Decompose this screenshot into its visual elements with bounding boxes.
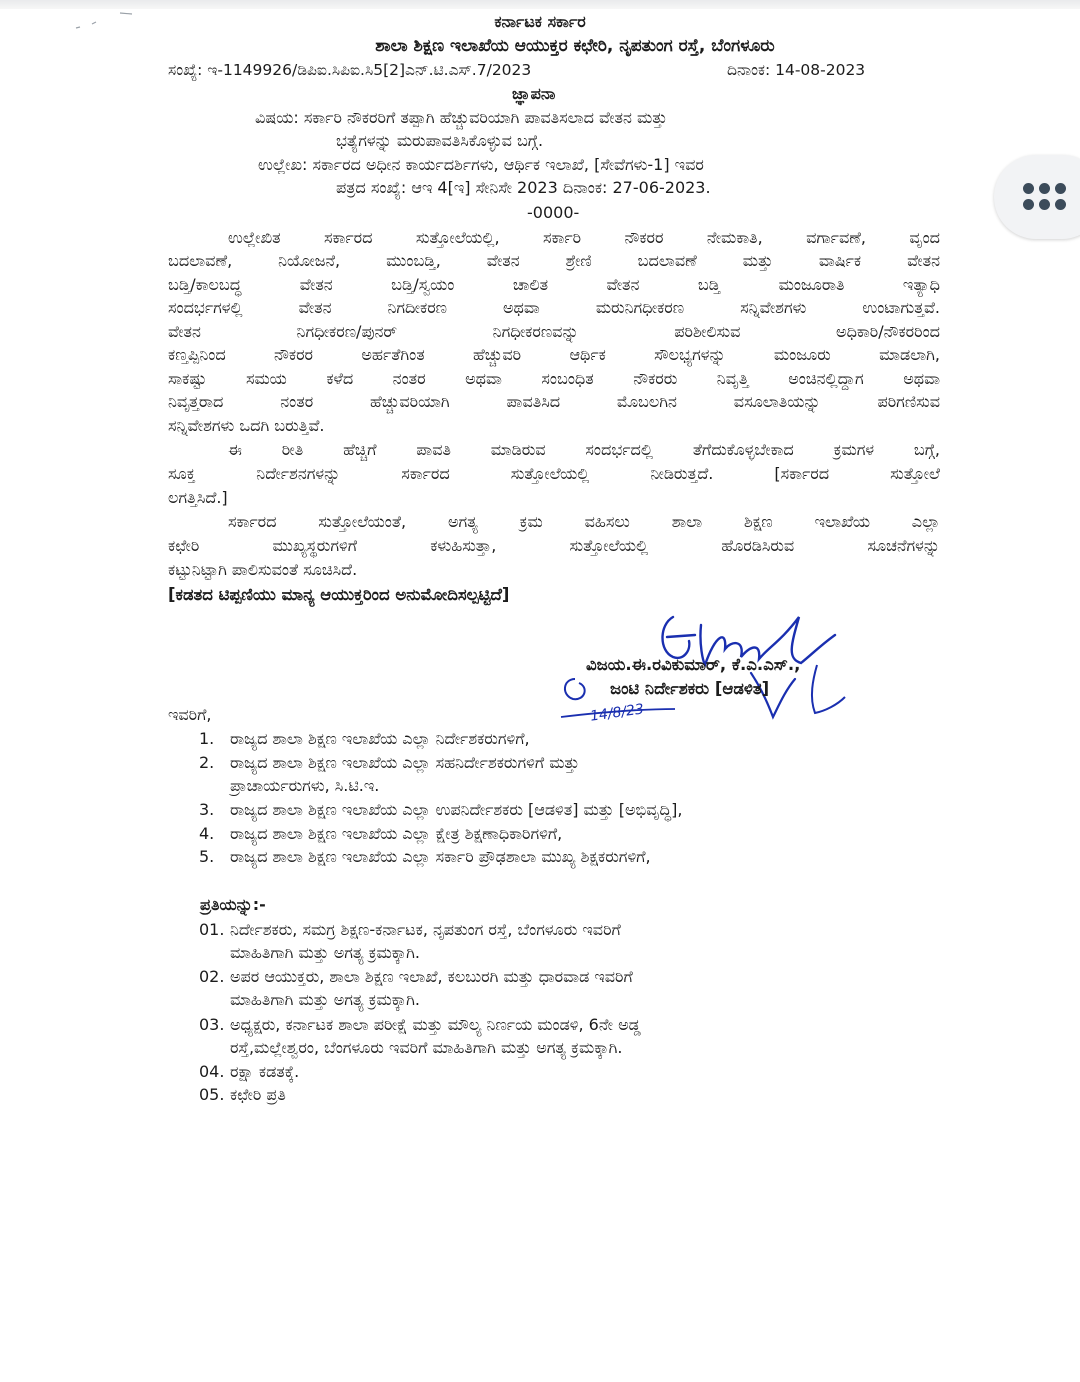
para1-line: ಸಾಕಷ್ಟು ಸಮಯ ಕಳೆದ ನಂತರ ಅಥವಾ ಸಂಬಂಧಿತ ನೌಕರರು ನಿವೃತ್ತಿ ಅಂಚಿನಲ್ಲಿದ್ದಾಗ ಅಥವಾ bbox=[168, 369, 940, 388]
reference-line-1: ಉಲ್ಲೇಖ: ಸರ್ಕಾರದ ಅಧೀನ ಕಾರ್ಯದರ್ಶಿಗಳು, ಆರ್ಥಿಕ ಇಲಾಖೆ, [ಸೇವೆಗಳು-1] ಇವರ bbox=[258, 155, 704, 174]
recipient-text: ರಾಜ್ಯದ ಶಾಲಾ ಶಿಕ್ಷಣ ಇಲಾಖೆಯ ಎಲ್ಲಾ ಕ್ಷೇತ್ರ ಶಿಕ್ಷಣಾಧಿಕಾರಿಗಳಿಗೆ, bbox=[230, 824, 563, 843]
copy-number: 05. bbox=[199, 1085, 225, 1104]
para2-line: ಸೂಕ್ತ ನಿರ್ದೇಶನಗಳನ್ನು ಸರ್ಕಾರದ ಸುತ್ತೋಲೆಯಲ್ಲಿ ನೀಡಿರುತ್ತದೆ. [ಸರ್ಕಾರದ ಸುತ್ತೋಲೆ bbox=[168, 464, 940, 483]
para3-line: ಕಛೇರಿ ಮುಖ್ಯಸ್ಥರುಗಳಿಗೆ ಕಳುಹಿಸುತ್ತಾ, ಸುತ್ತೋಲೆಯಲ್ಲಿ ಹೊರಡಿಸಿರುವ ಸೂಚನೆಗಳನ್ನು bbox=[168, 536, 940, 555]
copy-number: 03. bbox=[199, 1015, 225, 1034]
reference-line-2: ಪತ್ರದ ಸಂಖ್ಯೆ: ಆಇ 4[ಇ] ಸೇನಿಸೇ 2023 ದಿನಾಂಕ: 27-06-2023. bbox=[336, 178, 711, 197]
para3-line: ಕಟ್ಟುನಿಟ್ಟಾಗಿ ಪಾಲಿಸುವಂತೆ ಸೂಚಿಸಿದೆ. bbox=[168, 560, 358, 579]
copy-text: ಅಧ್ಯಕ್ಷರು, ಕರ್ನಾಟಕ ಶಾಲಾ ಪರೀಕ್ಷೆ ಮತ್ತು ಮೌಲ್ಯ ನಿರ್ಣಯ ಮಂಡಳಿ, 6ನೇ ಅಡ್ಡ bbox=[230, 1015, 641, 1034]
recipient-text: ರಾಜ್ಯದ ಶಾಲಾ ಶಿಕ್ಷಣ ಇಲಾಖೆಯ ಎಲ್ಲಾ ಸಹನಿರ್ದೇಶಕರುಗಳಿಗೆ ಮತ್ತು bbox=[230, 753, 580, 772]
recipient-text: ರಾಜ್ಯದ ಶಾಲಾ ಶಿಕ್ಷಣ ಇಲಾಖೆಯ ಎಲ್ಲಾ ಉಪನಿರ್ದೇಶಕರು [ಆಡಳಿತ] ಮತ್ತು [ಅಭಿವೃದ್ಧಿ], bbox=[230, 800, 683, 819]
reference-number: ಸಂಖ್ಯೆ: ಇ-1149926/ಡಿಪಿಐ.ಸಿಪಿಐ.ಸಿ5[2]ಎನ್.ಟಿ.ಎಸ್.7/2023 bbox=[168, 61, 532, 79]
para1-line: ನಿವೃತ್ತರಾದ ನಂತರ ಹೆಚ್ಚುವರಿಯಾಗಿ ಪಾವತಿಸಿದ ಮೊಬಲಗಿನ ವಸೂಲಾತಿಯನ್ನು ಪರಿಗಣಿಸುವ bbox=[168, 392, 940, 411]
recipient-text: ರಾಜ್ಯದ ಶಾಲಾ ಶಿಕ್ಷಣ ಇಲಾಖೆಯ ಎಲ್ಲಾ ಸರ್ಕಾರಿ ಪ್ರೌಢಶಾಲಾ ಮುಖ್ಯ ಶಿಕ್ಷಕರುಗಳಿಗೆ, bbox=[230, 847, 651, 866]
separator: -0000- bbox=[527, 203, 580, 222]
recipient-text: ರಾಜ್ಯದ ಶಾಲಾ ಶಿಕ್ಷಣ ಇಲಾಖೆಯ ಎಲ್ಲಾ ನಿರ್ದೇಶಕರುಗಳಿಗೆ, bbox=[230, 729, 530, 748]
memo-date: ದಿನಾಂಕ: 14-08-2023 bbox=[727, 61, 866, 79]
government-name: ಕರ್ನಾಟಕ ಸರ್ಕಾರ bbox=[494, 12, 586, 31]
para1-line: ಕಣ್ತಪ್ಪಿನಿಂದ ನೌಕರರ ಅರ್ಹತೆಗಿಂತ ಹೆಚ್ಚುವರಿ ಆರ್ಥಿಕ ಸೌಲಭ್ಯಗಳನ್ನು ಮಂಜೂರು ಮಾಡಲಾಗಿ, bbox=[168, 345, 940, 364]
copy-text: ಮಾಹಿತಿಗಾಗಿ ಮತ್ತು ಅಗತ್ಯ ಕ್ರಮಕ್ಕಾಗಿ. bbox=[230, 943, 420, 962]
recipient-number: 5. bbox=[199, 847, 215, 866]
handwritten-date: 14/8/23 bbox=[589, 701, 645, 725]
subject-line-1: ವಿಷಯ: ಸರ್ಕಾರಿ ನೌಕರರಿಗೆ ತಪ್ಪಾಗಿ ಹೆಚ್ಚುವರಿಯಾಗಿ ಪಾವತಿಸಲಾದ ವೇತನ ಮತ್ತು bbox=[255, 108, 668, 127]
copy-number: 01. bbox=[199, 920, 225, 939]
copy-text: ರಸ್ತೆ,ಮಲ್ಲೇಶ್ವರಂ, ಬೆಂಗಳೂರು ಇವರಿಗೆ ಮಾಹಿತಿಗಾಗಿ ಮತ್ತು ಅಗತ್ಯ ಕ್ರಮಕ್ಕಾಗಿ. bbox=[230, 1038, 623, 1057]
recipient-number: 4. bbox=[199, 824, 215, 843]
copy-text: ನಿರ್ದೇಶಕರು, ಸಮಗ್ರ ಶಿಕ್ಷಣ-ಕರ್ನಾಟಕ, ನೃಪತುಂಗ ರಸ್ತೆ, ಬೆಂಗಳೂರು ಇವರಿಗೆ bbox=[230, 920, 621, 939]
subject-line-2: ಭತ್ಯೆಗಳನ್ನು ಮರುಪಾವತಿಸಿಕೊಳ್ಳುವ ಬಗ್ಗೆ. bbox=[336, 131, 544, 150]
recipient-number: 3. bbox=[199, 800, 215, 819]
approval-note: [ಕಡತದ ಟಿಪ್ಪಣಿಯು ಮಾನ್ಯ ಆಯುಕ್ತರಿಂದ ಅನುಮೋದಿಸಲ್ಪಟ್ಟಿದೆ] bbox=[168, 585, 510, 604]
more-options-grid-icon bbox=[1023, 183, 1067, 211]
recipient-number: 2. bbox=[199, 753, 215, 772]
signatory-name: ವಿಜಯ.ಈ.ರವಿಕುಮಾರ್, ಕೆ.ಎ.ಎಸ್., bbox=[586, 655, 801, 674]
copy-text: ಅಪರ ಆಯುಕ್ತರು, ಶಾಲಾ ಶಿಕ್ಷಣ ಇಲಾಖೆ, ಕಲಬುರಗಿ ಮತ್ತು ಧಾರವಾಡ ಇವರಿಗೆ bbox=[230, 967, 633, 986]
para1-line: ವೇತನ ನಿಗಧೀಕರಣ/ಪುನರ್ ನಿಗಧೀಕರಣವನ್ನು ಪರಿಶೀಲಿಸುವ ಅಧಿಕಾರಿ/ನೌಕರರಿಂದ bbox=[168, 322, 940, 341]
para1-line: ಸನ್ನಿವೇಶಗಳು ಒದಗಿ ಬರುತ್ತಿವೆ. bbox=[168, 416, 325, 435]
more-options-button[interactable] bbox=[994, 155, 1080, 239]
copy-text: ರಕ್ಷಾ ಕಡತಕ್ಕೆ. bbox=[230, 1062, 300, 1081]
para3-line: ಸರ್ಕಾರದ ಸುತ್ತೋಲೆಯಂತೆ, ಅಗತ್ಯ ಕ್ರಮ ವಹಿಸಲು ಶಾಲಾ ಶಿಕ್ಷಣ ಇಲಾಖೆಯ ಎಲ್ಲಾ bbox=[228, 512, 940, 531]
recipients-heading: ಇವರಿಗೆ, bbox=[168, 705, 212, 724]
document-type: ಜ್ಞಾಪನಾ bbox=[512, 84, 556, 103]
para2-line: ಲಗತ್ತಿಸಿದೆ.] bbox=[168, 488, 228, 507]
copy-number: 02. bbox=[199, 967, 225, 986]
para1-line: ಬದಲಾವಣೆ, ನಿಯೋಜನೆ, ಮುಂಬಡ್ತಿ, ವೇತನ ಶ್ರೇಣಿ ಬದಲಾವಣೆ ಮತ್ತು ವಾರ್ಷಿಕ ವೇತನ bbox=[168, 251, 940, 270]
para1-line: ಸಂದರ್ಭಗಳಲ್ಲಿ ವೇತನ ನಿಗದೀಕರಣ ಅಥವಾ ಮರುನಿಗಧೀಕರಣ ಸನ್ನಿವೇಶಗಳು ಉಂಟಾಗುತ್ತವೆ. bbox=[168, 298, 940, 317]
copy-text: ಮಾಹಿತಿಗಾಗಿ ಮತ್ತು ಅಗತ್ಯ ಕ್ರಮಕ್ಕಾಗಿ. bbox=[230, 990, 420, 1009]
recipient-number: 1. bbox=[199, 729, 215, 748]
copies-heading: ಪ್ರತಿಯನ್ನು:- bbox=[200, 895, 266, 914]
signatory-designation: ಜಂಟಿ ನಿರ್ದೇಶಕರು [ಆಡಳಿತ] bbox=[610, 679, 770, 698]
copy-number: 04. bbox=[199, 1062, 225, 1081]
para1-line: ಬಡ್ತಿ/ಕಾಲಬದ್ಧ ವೇತನ ಬಡ್ತಿ/ಸ್ವಯಂ ಚಾಲಿತ ವೇತನ ಬಡ್ತಿ ಮಂಜೂರಾತಿ ಇತ್ಯಾಧಿ bbox=[168, 275, 940, 294]
copy-text: ಕಛೇರಿ ಪ್ರತಿ bbox=[230, 1085, 286, 1104]
recipient-text: ಪ್ರಾಚಾರ್ಯರುಗಳು, ಸಿ.ಟಿ.ಇ. bbox=[230, 776, 380, 795]
para1-line: ಉಲ್ಲೇಖಿತ ಸರ್ಕಾರದ ಸುತ್ತೋಲೆಯಲ್ಲಿ, ಸರ್ಕಾರಿ ನೌಕರರ ನೇಮಕಾತಿ, ವರ್ಗಾವಣೆ, ವೃಂದ bbox=[228, 228, 940, 247]
office-name: ಶಾಲಾ ಶಿಕ್ಷಣ ಇಲಾಖೆಯ ಆಯುಕ್ತರ ಕಛೇರಿ, ನೃಪತುಂಗ ರಸ್ತೆ, ಬೆಂಗಳೂರು bbox=[375, 36, 775, 56]
para2-line: ಈ ರೀತಿ ಹೆಚ್ಚಿಗೆ ಪಾವತಿ ಮಾಡಿರುವ ಸಂದರ್ಭದಲ್ಲಿ ತೆಗೆದುಕೊಳ್ಳಬೇಕಾದ ಕ್ರಮಗಳ ಬಗ್ಗೆ, bbox=[228, 440, 940, 459]
